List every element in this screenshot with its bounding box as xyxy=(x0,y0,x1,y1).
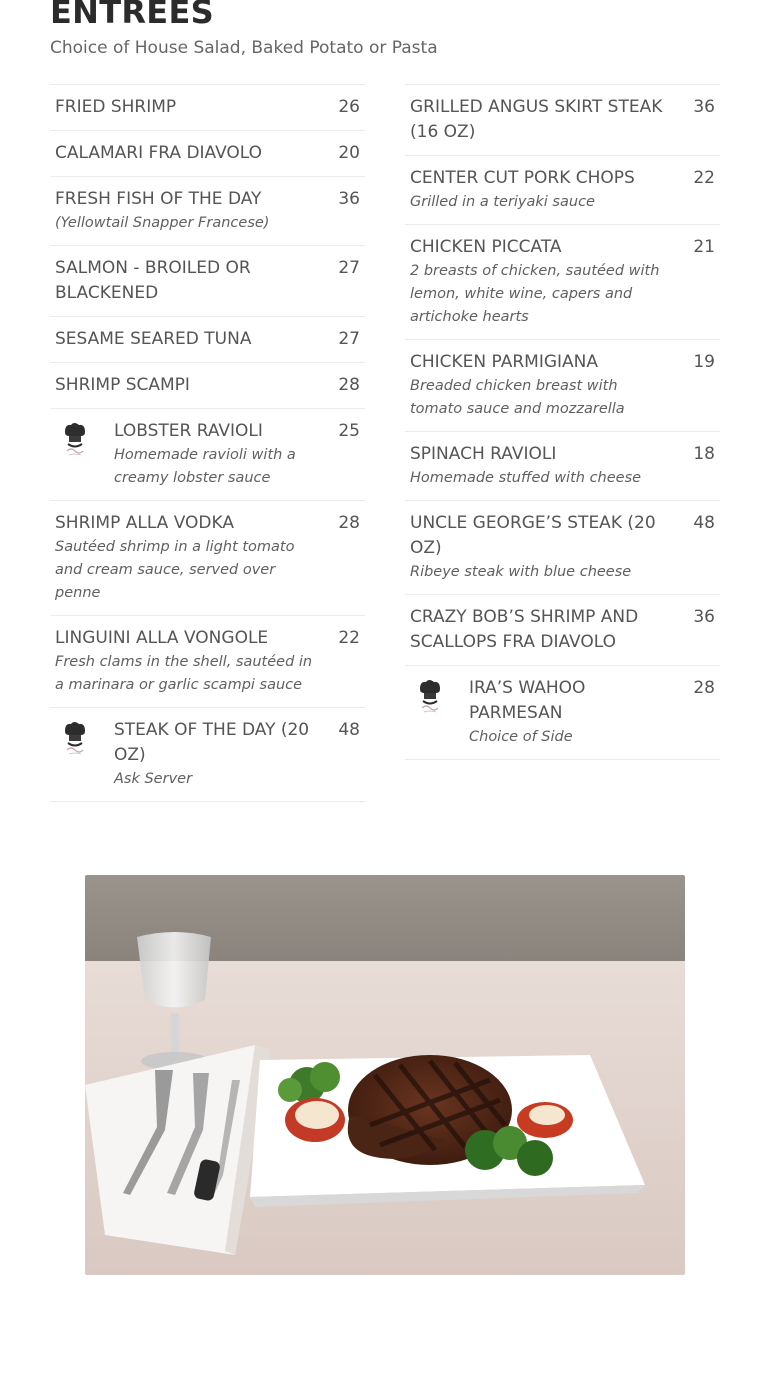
menu-item-name: STEAK OF THE DAY (20 OZ) xyxy=(114,720,310,765)
menu-item-body xyxy=(55,141,336,166)
menu-item-price: 19 xyxy=(693,352,715,372)
steak-dinner-photo xyxy=(85,875,685,1275)
menu-item-description: Homemade stuffed with cheese xyxy=(410,470,642,486)
menu-item-body xyxy=(469,676,691,749)
menu-item-body xyxy=(410,166,691,214)
menu-item-description: Homemade ravioli with a creamy lobster sauce xyxy=(114,447,296,486)
menu-item-body xyxy=(55,373,336,398)
menu-item-price: 28 xyxy=(338,513,360,533)
menu-item-name: IRA’S WAHOO PARMESAN xyxy=(469,678,586,723)
menu-item-body xyxy=(55,95,336,120)
menu-item-name: SALMON - BROILED OR BLACKENED xyxy=(55,258,251,303)
menu-column-right xyxy=(405,84,720,760)
menu-item-description: Grilled in a teriyaki sauce xyxy=(410,194,595,210)
menu-item-body xyxy=(410,605,691,655)
chef-hat-icon xyxy=(410,677,450,721)
menu-item-name: SPINACH RAVIOLI xyxy=(410,444,557,464)
menu-item-price: 36 xyxy=(338,189,360,209)
menu-item-body xyxy=(114,718,336,791)
menu-item-price: 28 xyxy=(693,678,715,698)
menu-item-description: Choice of Side xyxy=(469,729,573,745)
menu-item-price: 25 xyxy=(338,421,360,441)
menu-item-price: 21 xyxy=(693,237,715,257)
menu-item-body xyxy=(55,626,336,697)
menu-item xyxy=(50,708,365,802)
menu-item xyxy=(50,177,365,246)
menu-item-name: CHICKEN PICCATA xyxy=(410,237,562,257)
menu-item-name: CRAZY BOB’S SHRIMP AND SCALLOPS FRA DIAVOLO xyxy=(410,607,639,652)
menu-item-name: CALAMARI FRA DIAVOLO xyxy=(55,143,263,163)
menu-item xyxy=(50,501,365,616)
menu-item-price: 22 xyxy=(338,628,360,648)
menu-item-body xyxy=(55,327,336,352)
menu-item-body xyxy=(114,419,336,490)
menu-item-description: Ask Server xyxy=(114,771,193,787)
menu-item xyxy=(50,409,365,501)
menu-item xyxy=(405,666,720,760)
menu-item-name: SHRIMP SCAMPI xyxy=(55,375,190,395)
menu-item-name: CHICKEN PARMIGIANA xyxy=(410,352,598,372)
menu-item-description: Fresh clams in the shell, sautéed in a marinara or garlic scampi sauce xyxy=(55,654,313,693)
menu-item-description: Ribeye steak with blue cheese xyxy=(410,564,632,580)
menu-item-body xyxy=(410,95,691,145)
menu-item xyxy=(405,225,720,340)
menu-item-description: 2 breasts of chicken, sautéed with lemon, white wine, capers and artichoke hearts xyxy=(410,263,660,325)
menu-item xyxy=(405,85,720,156)
menu-item-name: UNCLE GEORGE’S STEAK (20 OZ) xyxy=(410,513,656,558)
menu-item-name: SESAME SEARED TUNA xyxy=(55,329,252,349)
menu-item-price: 48 xyxy=(693,513,715,533)
page-title: ENTREES xyxy=(50,0,214,31)
menu-item-price: 48 xyxy=(338,720,360,740)
menu-item-price: 36 xyxy=(693,97,715,117)
menu-item xyxy=(50,363,365,409)
menu-item-body xyxy=(410,511,691,584)
menu-item-price: 26 xyxy=(338,97,360,117)
menu-item-body xyxy=(410,235,691,329)
menu-item xyxy=(405,156,720,225)
menu-item-price: 27 xyxy=(338,258,360,278)
menu-item-body xyxy=(410,442,691,490)
menu-item-description: (Yellowtail Snapper Francese) xyxy=(55,215,270,231)
menu-item-body xyxy=(55,256,336,306)
menu-item-price: 27 xyxy=(338,329,360,349)
chef-hat-icon xyxy=(55,420,95,464)
menu-item-name: FRESH FISH OF THE DAY xyxy=(55,189,262,209)
menu-item-price: 18 xyxy=(693,444,715,464)
menu-item xyxy=(405,340,720,432)
chef-hat-icon xyxy=(55,719,95,763)
menu-item xyxy=(50,246,365,317)
menu-item-body xyxy=(55,511,336,605)
menu-item-name: LINGUINI ALLA VONGOLE xyxy=(55,628,269,648)
menu-item-price: 28 xyxy=(338,375,360,395)
menu-item-name: SHRIMP ALLA VODKA xyxy=(55,513,234,533)
menu-item-description: Sautéed shrimp in a light tomato and cream sauce, served over penne xyxy=(55,539,295,601)
menu-item-name: GRILLED ANGUS SKIRT STEAK (16 OZ) xyxy=(410,97,663,142)
menu-item-body xyxy=(55,187,336,235)
menu-item xyxy=(405,501,720,595)
menu-item-name: FRIED SHRIMP xyxy=(55,97,177,117)
menu-item xyxy=(405,432,720,501)
menu-item-body xyxy=(410,350,691,421)
menu-column-left xyxy=(50,84,365,802)
menu-item xyxy=(50,317,365,363)
menu-item-name: LOBSTER RAVIOLI xyxy=(114,421,263,441)
menu-item xyxy=(405,595,720,666)
menu-item xyxy=(50,616,365,708)
menu-item-price: 22 xyxy=(693,168,715,188)
menu-item-description: Breaded chicken breast with tomato sauce and mozzarella xyxy=(410,378,625,417)
menu-item xyxy=(50,85,365,131)
menu-item-name: CENTER CUT PORK CHOPS xyxy=(410,168,635,188)
page-subtitle: Choice of House Salad, Baked Potato or Pasta xyxy=(50,38,438,58)
menu-item-price: 36 xyxy=(693,607,715,627)
menu-item-price: 20 xyxy=(338,143,360,163)
menu-item xyxy=(50,131,365,177)
